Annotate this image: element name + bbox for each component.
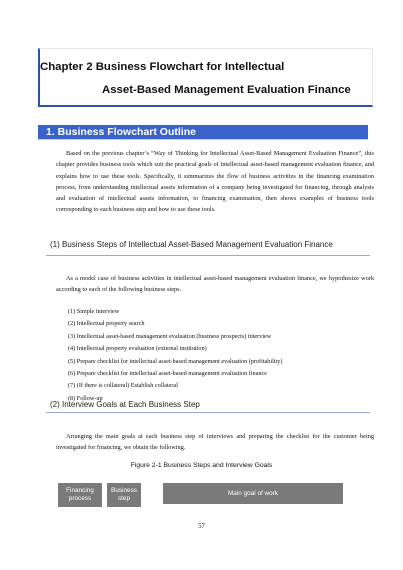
subsection-heading-2: (2) Interview Goals at Each Business Step [50, 400, 200, 409]
list-item: (3) Intellectual asset-based management evaluation (business prospects) interview [68, 332, 272, 340]
header-cell-main-goal: Main goal of work [163, 483, 343, 504]
paragraph-text: As a model case of business activities in intellectual asset-based management evaluation finance, we hypothesize work according to each of the following business steps. [56, 275, 374, 294]
chapter-title-line1: Chapter 2 Business Flowchart for Intellectual [40, 61, 285, 73]
page-number: 57 [198, 523, 205, 530]
section-divider [38, 139, 368, 140]
list-item: (7) (If there is collateral) Establish collateral [68, 382, 178, 390]
subsection-divider-1 [46, 255, 370, 256]
figure-caption: Figure 2-1 Business Steps and Interview Goals [130, 462, 273, 469]
business-steps-list [68, 306, 282, 405]
list-item: (4) Intellectual property evaluation (external institution) [68, 345, 207, 353]
chapter-title-line2: Asset-Based Management Evaluation Finance [102, 84, 351, 96]
subsection-paragraph-1 [56, 273, 374, 296]
list-item: (2) Intellectual property search [68, 320, 145, 328]
chapter-title-box [38, 48, 373, 107]
header-cell-financing-process: Financing process [58, 483, 102, 507]
paragraph-text: Arranging the main goals at each business step of interviews and preparing the checklist for the customer being investigated for financing, we obtain the following. [56, 433, 374, 452]
list-item: (6) Prepare checklist for intellectual asset-based management evaluation finance [68, 370, 267, 378]
subsection-heading-1: (1) Business Steps of Intellectual Asset-Based Management Evaluation Finance [50, 240, 333, 249]
header-cell-business-step: Business step [107, 483, 141, 507]
subsection-divider-2 [46, 412, 370, 413]
list-item: (5) Prepare checklist for intellectual asset-based management evaluation (profitability) [68, 357, 283, 365]
subsection-paragraph-2 [56, 431, 374, 454]
section-paragraph [56, 148, 374, 216]
list-item: (1) Simple interview [68, 308, 120, 315]
paragraph-text: Based on the previous chapter’s “Way of Thinking for Intellectual Asset-Based Management Evaluation Finance”, this chapter provides business tools which suit the practical goals of intellectual asset-based management evaluation finance, and explains how to use these tools. Specifically, it summarizes the flow of business activities in the financing examination process, from understanding intellectual assets information of a company being investigated for financing, through analysis and evaluation of intellectual assets information, to financing examination, then shows examples of business tools corresponding to each business step and how to use these tools. [56, 150, 374, 214]
section-heading: 1. Business Flowchart Outline [46, 126, 196, 138]
list-item: (8) Follow-up [68, 394, 103, 402]
